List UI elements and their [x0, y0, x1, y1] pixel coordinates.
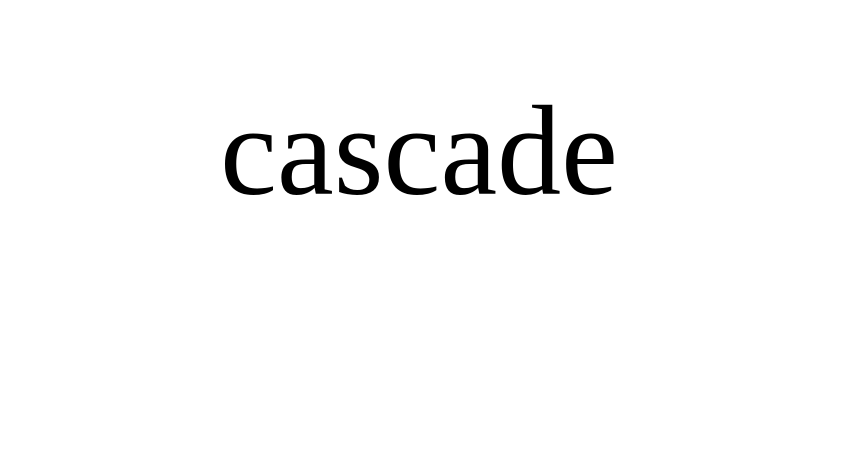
- displayed-word: cascade: [220, 80, 618, 222]
